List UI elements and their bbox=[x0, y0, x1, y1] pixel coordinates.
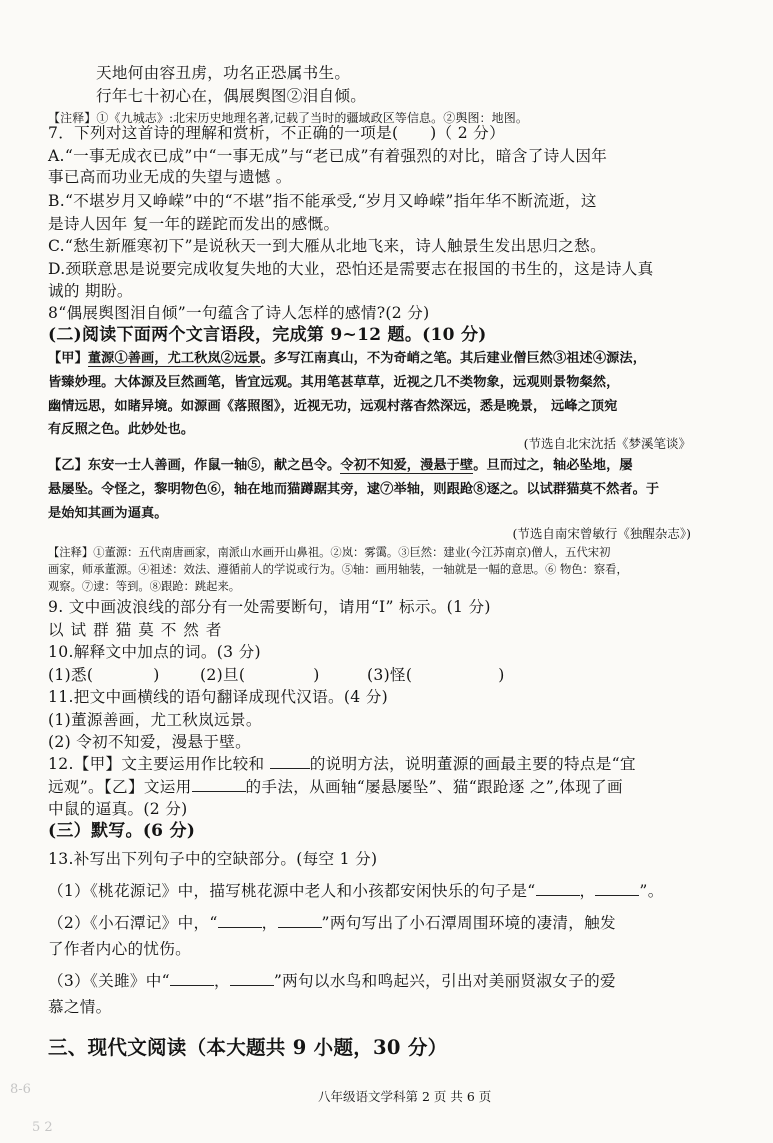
passage-jia-source: (节选自北宋沈括《梦溪笔谈》 bbox=[523, 436, 691, 451]
q7-option-b-line2: 是诗人因年 复一年的蹉跎而发出的感慨。 bbox=[48, 215, 340, 233]
q10-item-2-label: (2)旦( bbox=[200, 666, 246, 684]
q13-item-1-blank-2[interactable] bbox=[595, 881, 639, 896]
section2-title: (二)阅读下面两个文言语段，完成第 9~12 题。(10 分) bbox=[48, 325, 487, 345]
q13-item-3-line1 bbox=[48, 970, 616, 992]
q10-item-2 bbox=[200, 664, 320, 686]
q7-option-b-line1: B.“不堪岁月又峥嵘”中的“不堪”指不能承受,“岁月又峥嵘”指年华不断流逝，这 bbox=[48, 192, 597, 210]
q13-item-2-blank-2[interactable] bbox=[278, 913, 322, 928]
q10-item-1-close: ) bbox=[153, 666, 160, 684]
q10-stem: 10.解释文中加点的词。(3 分) bbox=[48, 643, 261, 661]
passage-yi-text-a: 东安一士人善画，作鼠一轴 bbox=[87, 458, 248, 473]
q8: 8“偶展舆图泪自倾”一句蕴含了诗人怎样的感情?(2 分) bbox=[48, 304, 430, 322]
passage-jia-line4: 有反照之色。此妙处也。 bbox=[48, 422, 195, 437]
q13-item-2-blank-1[interactable] bbox=[218, 913, 262, 928]
q13-item-3-blank-2[interactable] bbox=[230, 971, 274, 986]
q13-item-3-c: ”两句以水鸟和鸣起兴，引出对美丽贤淑女子的爱 bbox=[273, 972, 616, 990]
passage-jia-text-d: 。多写江南真山，不为奇峭之笔。其后建业僧巨然 bbox=[260, 351, 553, 366]
q12-line1-b: 的说明方法，说明董源的画最主要的特点是“宜 bbox=[309, 755, 636, 773]
q13-stem: 13.补写出下列句子中的空缺部分。(每空 1 分) bbox=[48, 850, 378, 868]
notes2-line2: 画家，师承董源。④祖述：效法、遵循前人的学说或行为。⑤轴：画用轴装，一轴就是一幅的意思。⑥ 物色：察看， bbox=[48, 563, 628, 576]
passage-jia-line3: 幽情远思，如睹异境。如源画《落照图》，近视无功，远观村落杳然深远，悉是晚景， 远峰之顶宛 bbox=[48, 399, 618, 414]
q13-item-2-a: （2）《小石潭记》中，“ bbox=[48, 914, 218, 932]
q9-text: 以 试 群 猫 莫 不 然 者 bbox=[48, 621, 223, 639]
passage-jia-underlined-b: ①善画，尤工秋岚 bbox=[114, 351, 221, 366]
q12-line1-a: 12.【甲】文主要运用作比较和 bbox=[48, 755, 270, 773]
q7-option-d-line2: 诚的 期盼。 bbox=[48, 282, 133, 300]
passage-yi-text-d: 。旦而过之，轴必坠地，屡 bbox=[473, 458, 633, 473]
passage-yi-label: 【乙】 bbox=[48, 458, 88, 473]
q12-line2 bbox=[48, 776, 623, 798]
passage-jia-line2: 皆臻妙理。大体源及巨然画笔，皆宜远观。其用笔甚草草，近视之几不类物象，远观则景物粲然， bbox=[48, 375, 620, 390]
q11-sentence-1: (1)董源善画，尤工秋岚远景。 bbox=[48, 711, 262, 729]
q13-item-2-sep: ， bbox=[261, 914, 278, 932]
poem-line-2: 行年七十初心在，偶展舆图②泪自倾。 bbox=[96, 87, 367, 105]
section3-title: (三）默写。(6 分) bbox=[48, 821, 196, 841]
passage-yi-line2: 悬屡坠。令怪之，黎明物色⑥，轴在地而猫蹲踞其旁，逮⑦举轴，则跟跄⑧逐之。以试群猫莫不然者。于 bbox=[48, 482, 660, 497]
passage-yi-line1 bbox=[48, 455, 633, 477]
passage-yi-underlined: 令初不知爱，漫悬于壁 bbox=[340, 458, 474, 473]
passage-yi-line3: 是始知其画为逼真。 bbox=[48, 506, 168, 521]
q11-stem: 11.把文中画横线的语句翻译成现代汉语。(4 分) bbox=[48, 688, 389, 706]
q13-item-2-c: ”两句写出了小石潭周围环境的凄清，触发 bbox=[321, 914, 616, 932]
notes2-line1: 【注释】①董源：五代南唐画家，南派山水画开山鼻祖。②岚：雾霭。③巨然：建业(今江苏南京)僧人，五代宋初 bbox=[48, 546, 611, 559]
q12-line2-a: 远观”。【乙】文运用 bbox=[48, 778, 192, 796]
page-footer: 八年级语文学科第 2 页 共 6 页 bbox=[318, 1089, 492, 1104]
q13-item-1-blank-1[interactable] bbox=[536, 881, 580, 896]
q7-stem: 7．下列对这首诗的理解和赏析，不正确的一项是( )（ 2 分） bbox=[48, 124, 505, 142]
passage-jia-underlined-a: 董源 bbox=[87, 351, 115, 366]
margin-scribble-1: 8-6 bbox=[10, 1082, 31, 1097]
q7-option-a-line1: A.“一事无成衣已成”中“一事无成”与“老已成”有着强烈的对比，暗含了诗人因年 bbox=[48, 147, 608, 165]
q13-item-1-end: ”。 bbox=[639, 882, 664, 900]
q7-option-c: C.“愁生新雁寒初下”是说秋天一到大雁从北地飞来，诗人触景生发出思归之愁。 bbox=[48, 237, 606, 255]
q13-item-3-line2: 慕之情。 bbox=[48, 998, 112, 1016]
q7-option-d-line1: D.颈联意思是说要完成收复失地的大业，恐怕还是需要志在报国的书生的，这是诗人真 bbox=[48, 260, 654, 278]
q12-blank-1[interactable] bbox=[270, 754, 310, 769]
q13-item-3-a: （3）《关雎》中“ bbox=[48, 972, 170, 990]
q10-item-3-label: (3)怪( bbox=[367, 666, 413, 684]
q12-line2-b: 的手法，从画轴“屡悬屡坠”、猫“跟跄逐 之”,体现了画 bbox=[245, 778, 623, 796]
poem-note: 【注释】①《九城志》:北宋历史地理名著,记载了当时的疆域政区等信息。②舆图：地图。 bbox=[48, 111, 528, 125]
margin-scribble-2: 5 2 bbox=[32, 1120, 53, 1135]
notes2-line3: 观察。⑦逮：等到。⑧跟跄：跳起来。 bbox=[48, 580, 241, 593]
passage-jia-line1 bbox=[48, 348, 646, 370]
q10-item-3 bbox=[367, 664, 505, 686]
passage-jia-text-e: ③祖述 bbox=[552, 351, 593, 366]
q9-stem: 9. 文中画波浪线的部分有一处需要断句，请用“I” 标示。(1 分) bbox=[48, 598, 491, 616]
q13-item-3-blank-1[interactable] bbox=[170, 971, 214, 986]
q10-item-1-label: (1)悉( bbox=[48, 666, 94, 684]
passage-yi-source: (节选自南宋曾敏行《独醒杂志》) bbox=[512, 526, 691, 541]
poem-line-1: 天地何由容丑虏，功名正恐属书生。 bbox=[96, 64, 351, 82]
q13-item-1 bbox=[48, 880, 664, 902]
passage-jia-text-f: ④源法， bbox=[592, 351, 646, 366]
passage-yi-text-b: ⑤，献之邑令。 bbox=[247, 458, 341, 473]
q12-blank-2[interactable] bbox=[192, 777, 246, 792]
passage-jia-label: 【甲】 bbox=[48, 351, 88, 366]
q7-option-a-line2: 事已高而功业无成的失望与遗憾 。 bbox=[48, 168, 292, 186]
q10-item-3-close: ) bbox=[498, 666, 505, 684]
q11-sentence-2: (2) 令初不知爱，漫悬于壁。 bbox=[48, 733, 252, 751]
q13-item-1-a: （1）《桃花源记》中，描写桃花源中老人和小孩都安闲快乐的句子是“ bbox=[48, 882, 536, 900]
q13-item-2-line1 bbox=[48, 912, 616, 934]
q10-item-2-close: ) bbox=[313, 666, 320, 684]
q10-item-1 bbox=[48, 664, 160, 686]
q13-item-1-sep: ， bbox=[579, 882, 596, 900]
q13-item-3-sep: ， bbox=[213, 972, 230, 990]
q13-item-2-line2: 了作者内心的忧伤。 bbox=[48, 940, 192, 958]
part3-title: 三、现代文阅读（本大题共 9 小题，30 分） bbox=[48, 1036, 448, 1059]
q12-line1 bbox=[48, 753, 636, 775]
q12-line3: 中鼠的逼真。(2 分) bbox=[48, 800, 188, 818]
passage-jia-underlined-c: ②远景 bbox=[220, 351, 261, 366]
